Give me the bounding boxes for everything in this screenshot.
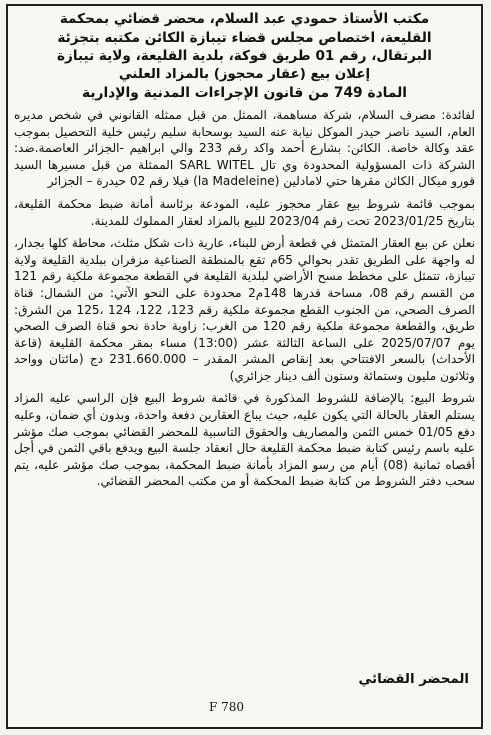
parties-text-2: الممثلة من قبل مسيرها السيد قورو ميكال الكائن مقرها حتي لامادلين <box>14 157 475 189</box>
header-address: البرتقال، رقم 01 طريق فوكة، بلدية القليعة، ولاية تيبازة <box>57 48 432 65</box>
bailiff-signature: المحضر القضائي <box>358 672 469 687</box>
legal-basis: المادة 749 من قانون الإجراءات المدنية والإدارية <box>81 85 408 102</box>
header-jurisdiction: القليعة، اختصاص مجلس قضاء تيبازة الكائن مكتبه بتجزئة <box>57 29 432 46</box>
conditions-paragraph: شروط البيع: بالإضافة للشروط المذكورة في قائمة شروط البيع فإن الراسي عليه المزاد يستلم العقار بالحالة التي يكون عليه، حيث يباع العقارين دفعة واحدة، وبدون أي ضمان، وعليه دفع 01/05 خمس الثمن والمصاريف والحقوق التاسبية للمحضر القضائي بموجب صك مؤشر عليه باسم رئيس كتابة ضبط محكمة القليعة حال انعقاد جلسة البيع ويدفع باقي الثمن في أجل أقصاه ثمانية (08) أيام من رسو المزاد بأمانة ضبط المحكمة، بموجب صك مؤشر عليه، يتم سحب دفتر الشروط من كتابة ضبط المحكمة أو من مكتب المحضر القضائي. <box>14 391 475 489</box>
parties-text-3: فيلا رقم 02 حيدرة – الجزائر <box>47 174 190 189</box>
property-paragraph: نعلن عن بيع العقار المتمثل في قطعة أرض للبناء، عارية ذات شكل مثلث، محاطة كلها بجدار، له واجهة على الطريق تقدر بحوالي 65م تقع بالمنطقة الصناعية مزفران ببلدية القليعة ولاية تيبازة، تتمثل على مخطط مسح الأراضي لبلدية القليعة في القطعة مجموعة ملكية رقم 121 من القسم رقم 08، مساحة قدرها 148م2 محدودة على النحو الآتي: من الشمال: قناة الصرف الصحي، من الجنوب القطع مجموعة ملكية رقم 123، 122، 124 ،125 من الشرق: طريق، والقطعة مجموعة ملكية رقم 120 من الغرب: زاوية حادة نحو قناة الصرف الصحي يوم 2025/07/07 على الساعة الثالثة عشر (13:00) مساء بمقر محكمة القليعة (قاعة الأحداث) بالسعر الافتتاحي بعد إنقاص المشر المقدر – 231.660.000 دج (مائتان وواحد وثلاثون مليون وستمائة وستون ألف دينار جزائري) <box>14 236 476 383</box>
reference-code: F 780 <box>209 700 245 714</box>
header-office: مكتب الأستاذ حمودي عبد السلام، محضر قضائي بمحكمة <box>59 11 430 27</box>
notice-title: إعلان بيع (عقار محجوز) بالمزاد العلني <box>118 66 371 82</box>
company-latin-name: SARL WITEL <box>179 157 254 172</box>
notice-header <box>14 10 475 103</box>
deposit-paragraph: بموجب قائمة شروط بيع عقار محجوز عليه، المودعة برئاسة أمانة ضبط محكمة القليعة، بتاريخ 2023/01/25 تحت رقم 2023/04 للبيع بالمزاد لعقار المملوك للمدينة. <box>14 196 475 228</box>
legal-notice-clipping <box>6 4 483 729</box>
notice-body <box>8 6 481 490</box>
place-latin-name: (la Madeleine) <box>193 174 280 189</box>
parties-text-1: لفائدة: مصرف السلام، شركة مساهمة، الممثل من قبل ممثله القانوني في شخص مديره العام، السيد ناصر حيدر الموكل نيابة عنه السيد بوسحابة سليم رئيس خلية التحصيل بموجب عقد وكالة خاصة. الكائن: بشارع أحمد واكد رقم 233 والي ابراهيم -الجزائر العاصمة.ضد: الشركة ذات المسؤولية المحدودة وي تال <box>14 107 476 172</box>
parties-paragraph <box>14 107 475 190</box>
